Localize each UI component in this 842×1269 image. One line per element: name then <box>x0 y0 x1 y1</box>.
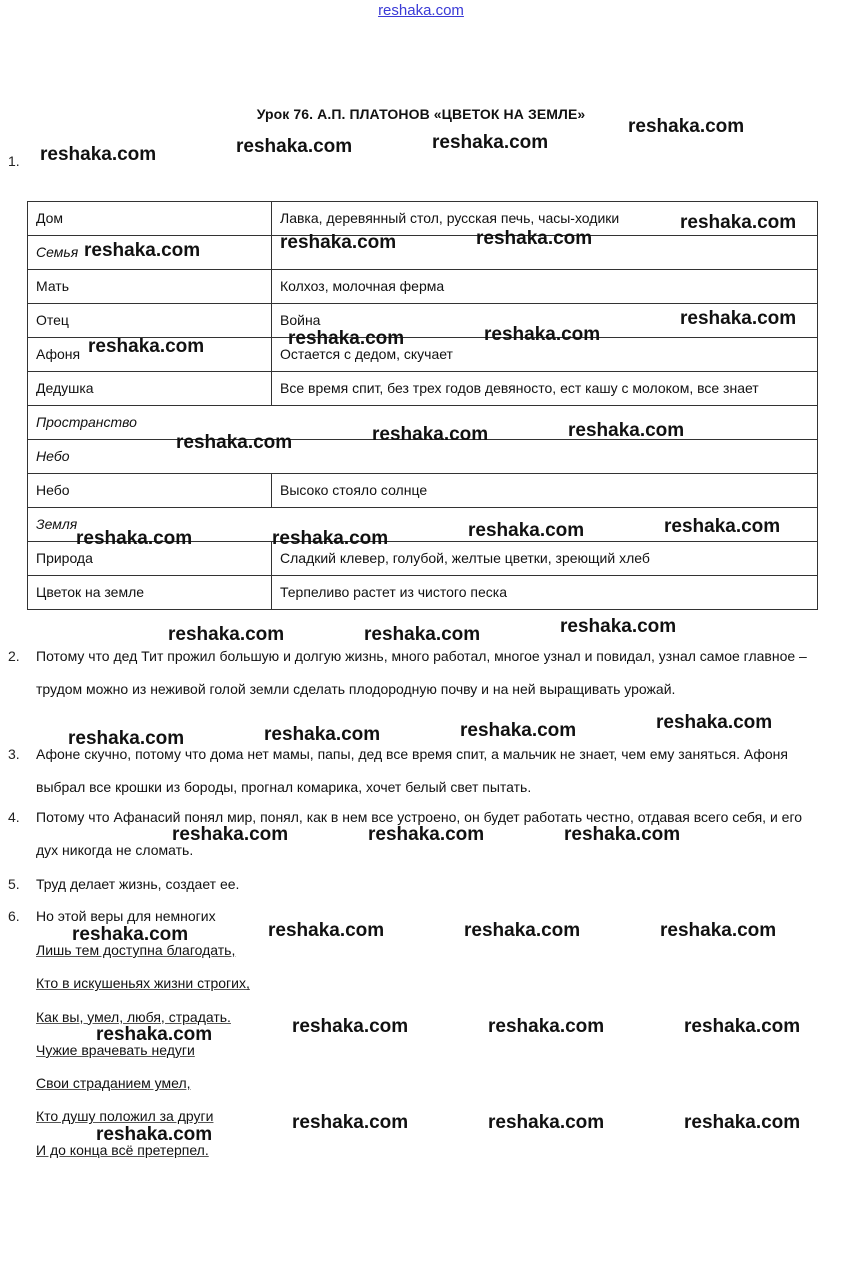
watermark: reshaka.com <box>564 824 681 845</box>
answer-3-text: Афоне скучно, потому что дома нет мамы, папы, дед все время спит, а мальчик не знает, чем ему заняться. Афоня выбрал все крошки из бороды, прогнал комарика, хочет белый свет пытать. <box>36 746 788 795</box>
poem-line: Кто в искушеньях жизни строгих, <box>36 975 250 992</box>
table-cell-label: Дедушка <box>28 372 272 406</box>
poem-line: Свои страданием умел, <box>36 1075 191 1092</box>
lesson-title: Урок 76. А.П. ПЛАТОНОВ «ЦВЕТОК НА ЗЕМЛЕ» <box>256 106 586 122</box>
table-cell-label: Природа <box>28 542 272 576</box>
table-cell-value: Высоко стояло солнце <box>272 474 818 508</box>
watermark: reshaka.com <box>96 1124 213 1145</box>
table-row <box>28 474 818 508</box>
table-cell-label: Мать <box>28 270 272 304</box>
watermark: reshaka.com <box>176 432 293 453</box>
table-cell-value: Лавка, деревянный стол, русская печь, часы-ходики <box>272 202 818 236</box>
watermark: reshaka.com <box>40 144 157 165</box>
watermark: reshaka.com <box>236 136 353 157</box>
watermark: reshaka.com <box>680 212 797 233</box>
poem-line: Кто душу положил за други <box>36 1108 214 1125</box>
table-cell-value: Война <box>272 304 818 338</box>
item-number-6: 6. <box>8 908 20 924</box>
poem-line: Лишь тем доступна благодать, <box>36 942 236 958</box>
watermark: reshaka.com <box>292 1112 409 1133</box>
watermark: reshaka.com <box>96 1024 213 1045</box>
watermark: reshaka.com <box>464 920 581 941</box>
table-cell-label: Небо <box>28 474 272 508</box>
item-number-5: 5. <box>8 876 20 892</box>
table-cell-value: Остается с дедом, скучает <box>272 338 818 372</box>
watermark: reshaka.com <box>488 1016 605 1037</box>
watermark: reshaka.com <box>288 328 405 349</box>
watermark: reshaka.com <box>660 920 777 941</box>
watermark: reshaka.com <box>560 616 677 637</box>
watermark: reshaka.com <box>488 1112 605 1133</box>
watermark: reshaka.com <box>364 624 481 645</box>
poem-line: Как вы, умел, любя, страдать. <box>36 1008 231 1025</box>
watermark: reshaka.com <box>268 920 385 941</box>
table-cell-value: Колхоз, молочная ферма <box>272 270 818 304</box>
watermark: reshaka.com <box>84 240 201 261</box>
answer-5-text: Труд делает жизнь, создает ее. <box>36 876 240 892</box>
watermark: reshaka.com <box>88 336 205 357</box>
watermark: reshaka.com <box>476 228 593 249</box>
watermark: reshaka.com <box>468 520 585 541</box>
answer-6-text: Но этой веры для немногих <box>36 908 216 924</box>
table-cell-value: Все время спит, без трех годов девяносто, ест кашу с молоком, все знает <box>272 372 818 406</box>
watermark: reshaka.com <box>168 624 285 645</box>
watermark: reshaka.com <box>172 824 289 845</box>
table-cell-label: Дом <box>28 202 272 236</box>
watermark: reshaka.com <box>568 420 685 441</box>
table-cell-value: Сладкий клевер, голубой, желтые цветки, зреющий хлеб <box>272 542 818 576</box>
watermark: reshaka.com <box>684 1112 801 1133</box>
table-cell-value: Терпеливо растет из чистого песка <box>272 576 818 610</box>
watermark: reshaka.com <box>368 824 485 845</box>
watermark: reshaka.com <box>280 232 397 253</box>
watermark: reshaka.com <box>292 1016 409 1037</box>
watermark: reshaka.com <box>628 116 745 137</box>
watermark: reshaka.com <box>680 308 797 329</box>
item-number-2: 2. <box>8 648 20 664</box>
item-number-3: 3. <box>8 746 20 762</box>
watermark: reshaka.com <box>272 528 389 549</box>
table-section-heading: Небо <box>28 440 818 474</box>
watermark: reshaka.com <box>68 728 185 749</box>
watermark: reshaka.com <box>656 712 773 733</box>
watermark: reshaka.com <box>664 516 781 537</box>
table-row <box>28 372 818 406</box>
table-section-heading: Пространство <box>28 406 818 440</box>
table-section-heading: Земля <box>28 508 818 542</box>
item-number-1: 1. <box>8 153 20 169</box>
watermark: reshaka.com <box>460 720 577 741</box>
watermark: reshaka.com <box>684 1016 801 1037</box>
table-row <box>28 576 818 610</box>
table-cell-label: Цветок на земле <box>28 576 272 610</box>
answer-4-text: Потому что Афанасий понял мир, понял, как в нем все устроено, он будет работать честно, отдавая всего себя, и его дух никогда не сломать. <box>36 809 803 858</box>
table-cell-label: Отец <box>28 304 272 338</box>
poem-line: И до конца всё претерпел. <box>36 1141 209 1158</box>
site-link[interactable]: reshaka.com <box>378 2 464 19</box>
watermark: reshaka.com <box>372 424 489 445</box>
item-number-4: 4. <box>8 809 20 825</box>
poem-line: Чужие врачевать недуги <box>36 1041 195 1058</box>
table-cell-label: Афоня <box>28 338 272 372</box>
watermark: reshaka.com <box>264 724 381 745</box>
answer-2-text: Потому что дед Тит прожил большую и долгую жизнь, много работал, многое узнал и повидал, узнал самое главное – трудом можно из неживой голой земли сделать плодородную почву и на ней выращивать урожай. <box>36 648 807 697</box>
table-row <box>28 270 818 304</box>
table-cell-label: Семья <box>28 236 272 270</box>
watermark: reshaka.com <box>432 132 549 153</box>
watermark: reshaka.com <box>484 324 601 345</box>
watermark: reshaka.com <box>72 924 189 945</box>
watermark: reshaka.com <box>76 528 193 549</box>
